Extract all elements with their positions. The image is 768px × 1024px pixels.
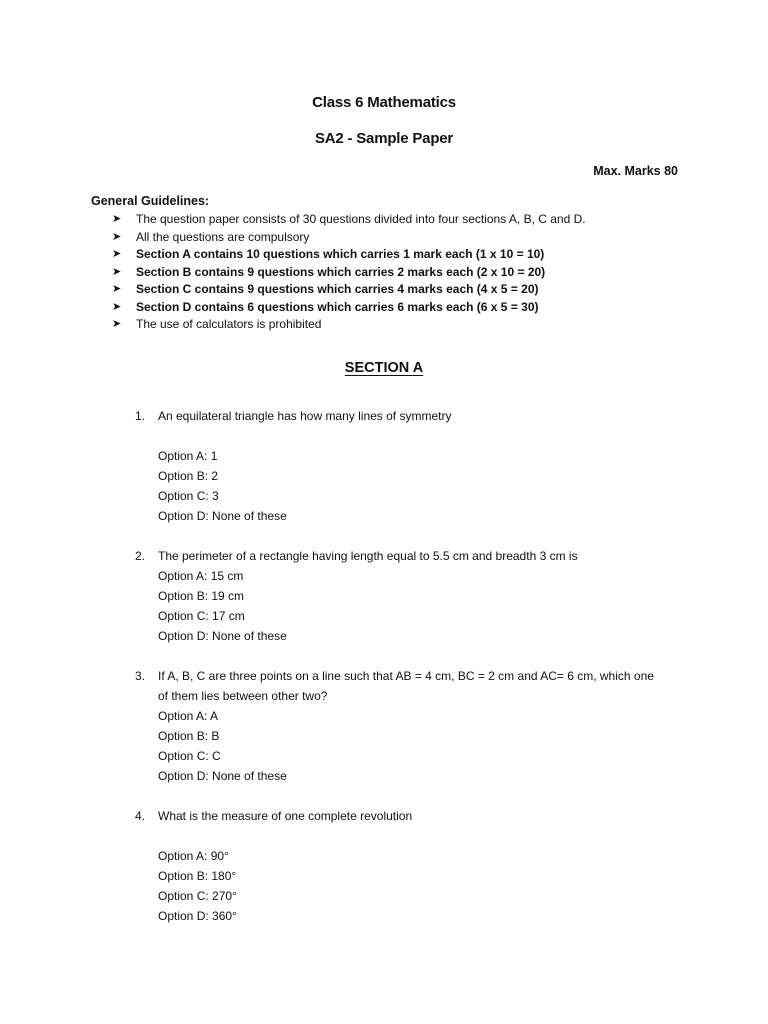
option-d: Option D: None of these <box>158 509 287 523</box>
option-b: Option B: 19 cm <box>158 589 245 603</box>
guideline-text: Section D contains 6 questions which carries 6 marks each (6 x 5 = 30) <box>136 299 539 314</box>
option-b: Option B: B <box>158 729 220 743</box>
guideline-item <box>112 281 586 299</box>
section-heading: SECTION A <box>344 360 424 376</box>
question-text-continued: of them lies between other two? <box>158 689 328 703</box>
option-d: Option D: None of these <box>158 629 287 643</box>
option-b: Option B: 180° <box>158 869 237 883</box>
page-subtitle: SA2 - Sample Paper <box>314 130 454 147</box>
question-line <box>135 806 695 826</box>
guideline-item <box>112 211 586 229</box>
question-2 <box>135 546 695 646</box>
option-c: Option C: 270° <box>158 889 237 903</box>
question-text: What is the measure of one complete revolution <box>158 809 413 823</box>
arrow-bullet-icon: ➤ <box>112 230 122 243</box>
question-text: An equilateral triangle has how many lines of symmetry <box>158 409 452 423</box>
arrow-bullet-icon: ➤ <box>112 300 122 313</box>
guidelines-heading: General Guidelines: <box>91 194 210 208</box>
option-a: Option A: A <box>158 709 219 723</box>
guideline-item <box>112 264 586 282</box>
option-a: Option A: 1 <box>158 449 218 463</box>
max-marks: Max. Marks 80 <box>593 164 678 178</box>
guideline-text: All the questions are compulsory <box>136 229 310 244</box>
question-number: 1. <box>135 409 146 423</box>
guideline-item <box>112 299 586 317</box>
question-number: 4. <box>135 809 146 823</box>
guideline-item <box>112 316 586 334</box>
arrow-bullet-icon: ➤ <box>112 213 122 225</box>
arrow-bullet-icon: ➤ <box>112 318 122 330</box>
guidelines-list <box>112 211 586 334</box>
question-line <box>135 406 695 426</box>
option-b: Option B: 2 <box>158 469 219 483</box>
guideline-text: The question paper consists of 30 questions divided into four sections A, B, C and D. <box>136 212 586 226</box>
guideline-text: Section C contains 9 questions which carries 4 marks each (4 x 5 = 20) <box>136 282 539 296</box>
question-1 <box>135 406 695 526</box>
guideline-text: Section B contains 9 questions which carries 2 marks each (2 x 10 = 20) <box>136 264 546 279</box>
question-3 <box>135 666 695 786</box>
question-line <box>135 546 695 566</box>
question-4 <box>135 806 695 926</box>
option-c: Option C: C <box>158 749 221 763</box>
question-number: 3. <box>135 669 146 683</box>
arrow-bullet-icon: ➤ <box>112 283 122 295</box>
guideline-item <box>112 246 586 264</box>
option-d: Option D: 360° <box>158 909 237 923</box>
option-a: Option A: 90° <box>158 849 229 863</box>
question-line <box>135 666 695 686</box>
question-text: If A, B, C are three points on a line such that AB = 4 cm, BC = 2 cm and AC= 6 cm, which one <box>158 669 654 683</box>
option-d: Option D: None of these <box>158 769 287 783</box>
option-c: Option C: 17 cm <box>158 609 245 623</box>
guideline-text: The use of calculators is prohibited <box>136 317 322 331</box>
arrow-bullet-icon: ➤ <box>112 248 122 260</box>
page-title: Class 6 Mathematics <box>312 94 456 111</box>
arrow-bullet-icon: ➤ <box>112 265 122 278</box>
question-number: 2. <box>135 549 146 563</box>
question-text: The perimeter of a rectangle having length equal to 5.5 cm and breadth 3 cm is <box>158 549 578 563</box>
guideline-text: Section A contains 10 questions which carries 1 mark each (1 x 10 = 10) <box>136 247 545 261</box>
option-c: Option C: 3 <box>158 489 219 503</box>
guideline-item <box>112 229 586 247</box>
option-a: Option A: 15 cm <box>158 569 244 583</box>
